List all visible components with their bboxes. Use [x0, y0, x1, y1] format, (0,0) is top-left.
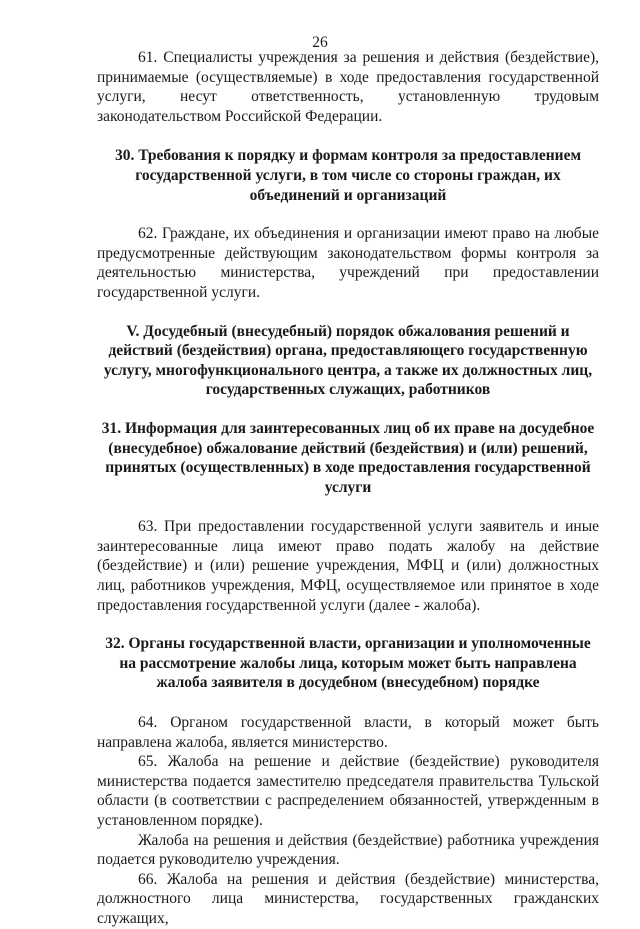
paragraph-65: 65. Жалоба на решение и действие (бездействие) руководителя министерства подается заместителю председателя правительства Тульской области (в соответствии с распределением обязанностей, утвержденным в установленном порядке).	[97, 753, 599, 829]
section-heading-31: 31. Информация для заинтересованных лиц об их праве на досудебное (внесудебное) обжалование действий (бездействия) и (или) решений, принятых (осуществленных) в ходе предоставления государственной услуги	[101, 419, 595, 496]
paragraph-62: 62. Граждане, их объединения и организации имеют право на любые предусмотренные действующим законодательством формы контроля за деятельностью министерства, учреждений при предоставлении государственной услуги.	[97, 225, 599, 301]
chapter-heading-v: V. Досудебный (внесудебный) порядок обжалования решений и действий (бездействия) органа, предоставляющего государственную услугу, многофункционального центра, а также их должностных лиц, государственных служащих, работников	[103, 322, 593, 399]
paragraph-61: 61. Специалисты учреждения за решения и действия (бездействие), принимаемые (осуществляемые) в ходе предоставления государственной услуги, несут ответственность, установленную трудовым законодательством Российской Федерации.	[97, 49, 599, 125]
paragraph-65-continued: Жалоба на решения и действия (бездействие) работника учреждения подается руководителю учреждения.	[97, 831, 599, 869]
section-heading-32: 32. Органы государственной власти, организации и уполномоченные на рассмотрение жалобы лица, которым может быть направлена жалоба заявителя в досудебном (внесудебном) порядке	[105, 635, 591, 692]
section-heading-30: 30. Требования к порядку и формам контроля за предоставлением государственной услуги, в том числе со стороны граждан, их объединений и организаций	[114, 147, 582, 204]
document-body	[97, 48, 599, 929]
page-number: 26	[312, 34, 328, 51]
paragraph-66: 66. Жалоба на решения и действия (бездействие) министерства, должностного лица министерства, государственных гражданских служащих,	[97, 870, 599, 927]
paragraph-64: 64. Органом государственной власти, в который может быть направлена жалоба, является министерство.	[97, 714, 599, 751]
paragraph-63: 63. При предоставлении государственной услуги заявитель и иные заинтересованные лица имеют право подать жалобу на действие (бездействие) и (или) решение учреждения, МФЦ и (или) должностных лиц, работников учреждения, МФЦ, осуществляемое или принятое в ходе предоставления государственной услуги (далее - жалоба).	[97, 518, 599, 614]
